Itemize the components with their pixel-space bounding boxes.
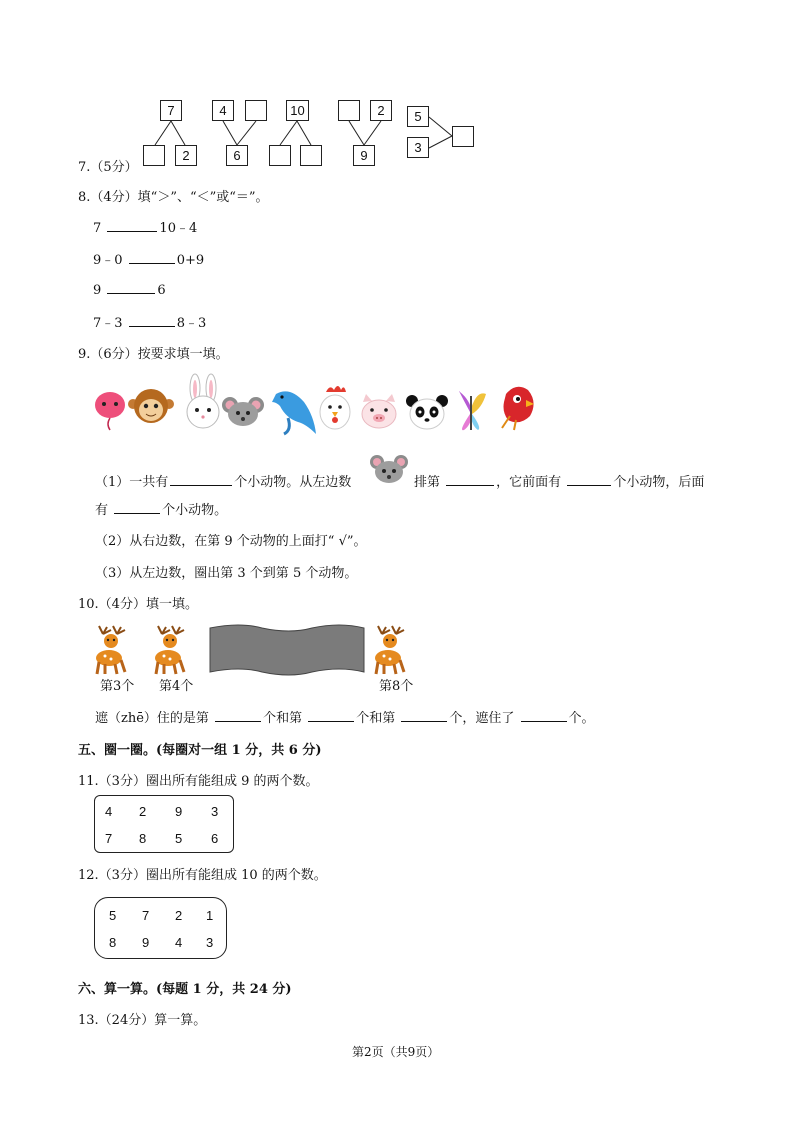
deer-icon <box>96 626 125 674</box>
cover-sheet <box>210 625 364 675</box>
q9-part1-text-e: 个小动物，后面 <box>613 475 705 490</box>
q7-tree3-top: 10 <box>286 100 309 121</box>
q9-part1-line1b <box>414 471 704 490</box>
q8-row-3-left: 9 <box>93 283 102 298</box>
q10-deer-label-1: 第3个 <box>100 679 135 694</box>
q7-merge-b: 3 <box>407 137 429 158</box>
q10-deer-label-3: 第8个 <box>379 679 414 694</box>
q10-text-a: 遮（zhē）住的是第 <box>95 711 209 726</box>
q9-total-blank[interactable] <box>170 473 232 486</box>
panda-icon[interactable] <box>406 395 448 429</box>
q12-number[interactable]: 1 <box>206 908 214 923</box>
q8-row-2 <box>93 249 204 268</box>
q11-number[interactable]: 9 <box>175 804 183 819</box>
q12-number[interactable]: 8 <box>109 935 117 950</box>
q10-label: 10.（4分）填一填。 <box>78 597 198 612</box>
butterfly-icon[interactable] <box>459 391 486 430</box>
q10-deer-label-2: 第4个 <box>159 679 194 694</box>
q9-part1-text-b: 个小动物。从左边数 <box>234 475 352 490</box>
q8-row-1 <box>93 217 197 236</box>
q7-tree1-left-answer-box[interactable] <box>143 145 165 166</box>
q12-number[interactable]: 7 <box>142 908 150 923</box>
q7-tree1-right: 2 <box>175 145 197 166</box>
q8-label: 8.（4分）填“＞”、“＜”或“＝”。 <box>78 190 269 205</box>
q12-number[interactable]: 2 <box>175 908 183 923</box>
q9-part3: （3）从左边数，圈出第 3 个到第 5 个动物。 <box>95 566 358 581</box>
q11-number[interactable]: 6 <box>211 831 219 846</box>
q8-row-1-blank[interactable] <box>107 219 157 232</box>
q9-part1-text-c: 排第 <box>414 475 441 490</box>
q9-part1-text-f: 有 <box>95 503 109 518</box>
q8-row-4 <box>93 312 206 331</box>
q10-text-c: 个和第 <box>356 711 396 726</box>
q8-row-3-right: 6 <box>157 283 166 298</box>
deer-icon <box>375 626 404 674</box>
q7-connector-lines <box>0 0 794 180</box>
q11-number-box <box>94 795 234 853</box>
q12-number-box <box>94 897 227 959</box>
q7-tree4-top-left-answer-box[interactable] <box>338 100 360 121</box>
q9-before-blank[interactable] <box>567 473 611 486</box>
q10-text-b: 个和第 <box>263 711 303 726</box>
q11-number[interactable]: 3 <box>211 804 219 819</box>
q9-part1-line1 <box>95 471 351 490</box>
chick-icon[interactable] <box>320 386 350 429</box>
balloon-icon[interactable] <box>95 392 125 430</box>
q8-row-4-right: 8﹣3 <box>176 316 207 331</box>
q10-text-d: 个，遮住了 <box>449 711 515 726</box>
q8-row-1-left: 7 <box>93 221 102 236</box>
q12-number[interactable]: 3 <box>206 935 214 950</box>
q9-part1-text-d: ，它前面有 <box>496 475 562 490</box>
q7-tree4-top-right: 2 <box>370 100 392 121</box>
q11-number[interactable]: 8 <box>139 831 147 846</box>
q9-after-blank[interactable] <box>114 501 160 514</box>
q7-tree4-bottom: 9 <box>353 145 375 166</box>
q7-label: 7.（5分） <box>78 160 138 175</box>
q10-text-e: 个。 <box>568 711 595 726</box>
q7-tree1-top: 7 <box>160 100 182 121</box>
q9-part1-text-g: 个小动物。 <box>162 503 228 518</box>
q13-label: 13.（24分）算一算。 <box>78 1013 207 1028</box>
section-6-title: 六、算一算。(每题 1 分，共 24 分) <box>78 982 292 997</box>
q10-blank-1[interactable] <box>215 709 261 722</box>
q12-number[interactable]: 9 <box>142 935 150 950</box>
q10-blank-4[interactable] <box>521 709 567 722</box>
q11-number[interactable]: 5 <box>175 831 183 846</box>
q11-number[interactable]: 4 <box>105 804 113 819</box>
q9-part1-line2 <box>95 499 227 518</box>
q12-number[interactable]: 5 <box>109 908 117 923</box>
q7-tree2-top-right-answer-box[interactable] <box>245 100 267 121</box>
q8-row-3-blank[interactable] <box>107 281 155 294</box>
q8-row-4-left: 7﹣3 <box>93 316 123 331</box>
q12-number[interactable]: 4 <box>175 935 183 950</box>
q10-sentence <box>95 707 595 726</box>
q8-row-2-right: 0+9 <box>176 253 205 268</box>
q7-tree3-left-answer-box[interactable] <box>269 145 291 166</box>
q7-merge-a: 5 <box>407 106 429 127</box>
q11-number[interactable]: 7 <box>105 831 113 846</box>
page-footer: 第2页（共9页） <box>352 1045 440 1059</box>
q9-animal-row <box>0 372 794 442</box>
mouse-icon <box>369 452 409 486</box>
monkey-icon[interactable] <box>128 389 174 423</box>
q10-blank-3[interactable] <box>401 709 447 722</box>
q11-number[interactable]: 2 <box>139 804 147 819</box>
q9-position-blank[interactable] <box>446 473 494 486</box>
q8-row-2-blank[interactable] <box>129 251 175 264</box>
bird-icon[interactable] <box>502 387 534 430</box>
q9-part1-text-a: （1）一共有 <box>95 475 169 490</box>
rabbit-icon[interactable] <box>187 374 219 428</box>
q8-row-2-left: 9﹣0 <box>93 253 123 268</box>
pig-icon[interactable] <box>362 394 396 428</box>
dolphin-icon[interactable] <box>272 391 316 434</box>
q9-label: 9.（6分）按要求填一填。 <box>78 347 229 362</box>
mouse-icon[interactable] <box>222 397 264 426</box>
deer-icon <box>155 626 184 674</box>
q10-blank-2[interactable] <box>308 709 354 722</box>
q12-label: 12.（3分）圈出所有能组成 10 的两个数。 <box>78 868 327 883</box>
q7-tree2-bottom: 6 <box>226 145 248 166</box>
q8-row-1-right: 10﹣4 <box>159 221 198 236</box>
q7-tree2-top-left: 4 <box>212 100 234 121</box>
q9-part2: （2）从右边数，在第 9 个动物的上面打“ √”。 <box>95 534 367 549</box>
section-5-title: 五、圈一圈。(每圈对一组 1 分，共 6 分) <box>78 743 322 758</box>
q11-label: 11.（3分）圈出所有能组成 9 的两个数。 <box>78 774 319 789</box>
q7-tree3-right-answer-box[interactable] <box>300 145 322 166</box>
q8-row-3 <box>93 281 166 298</box>
q8-row-4-blank[interactable] <box>129 314 175 327</box>
q7-merge-result-answer-box[interactable] <box>452 126 474 147</box>
